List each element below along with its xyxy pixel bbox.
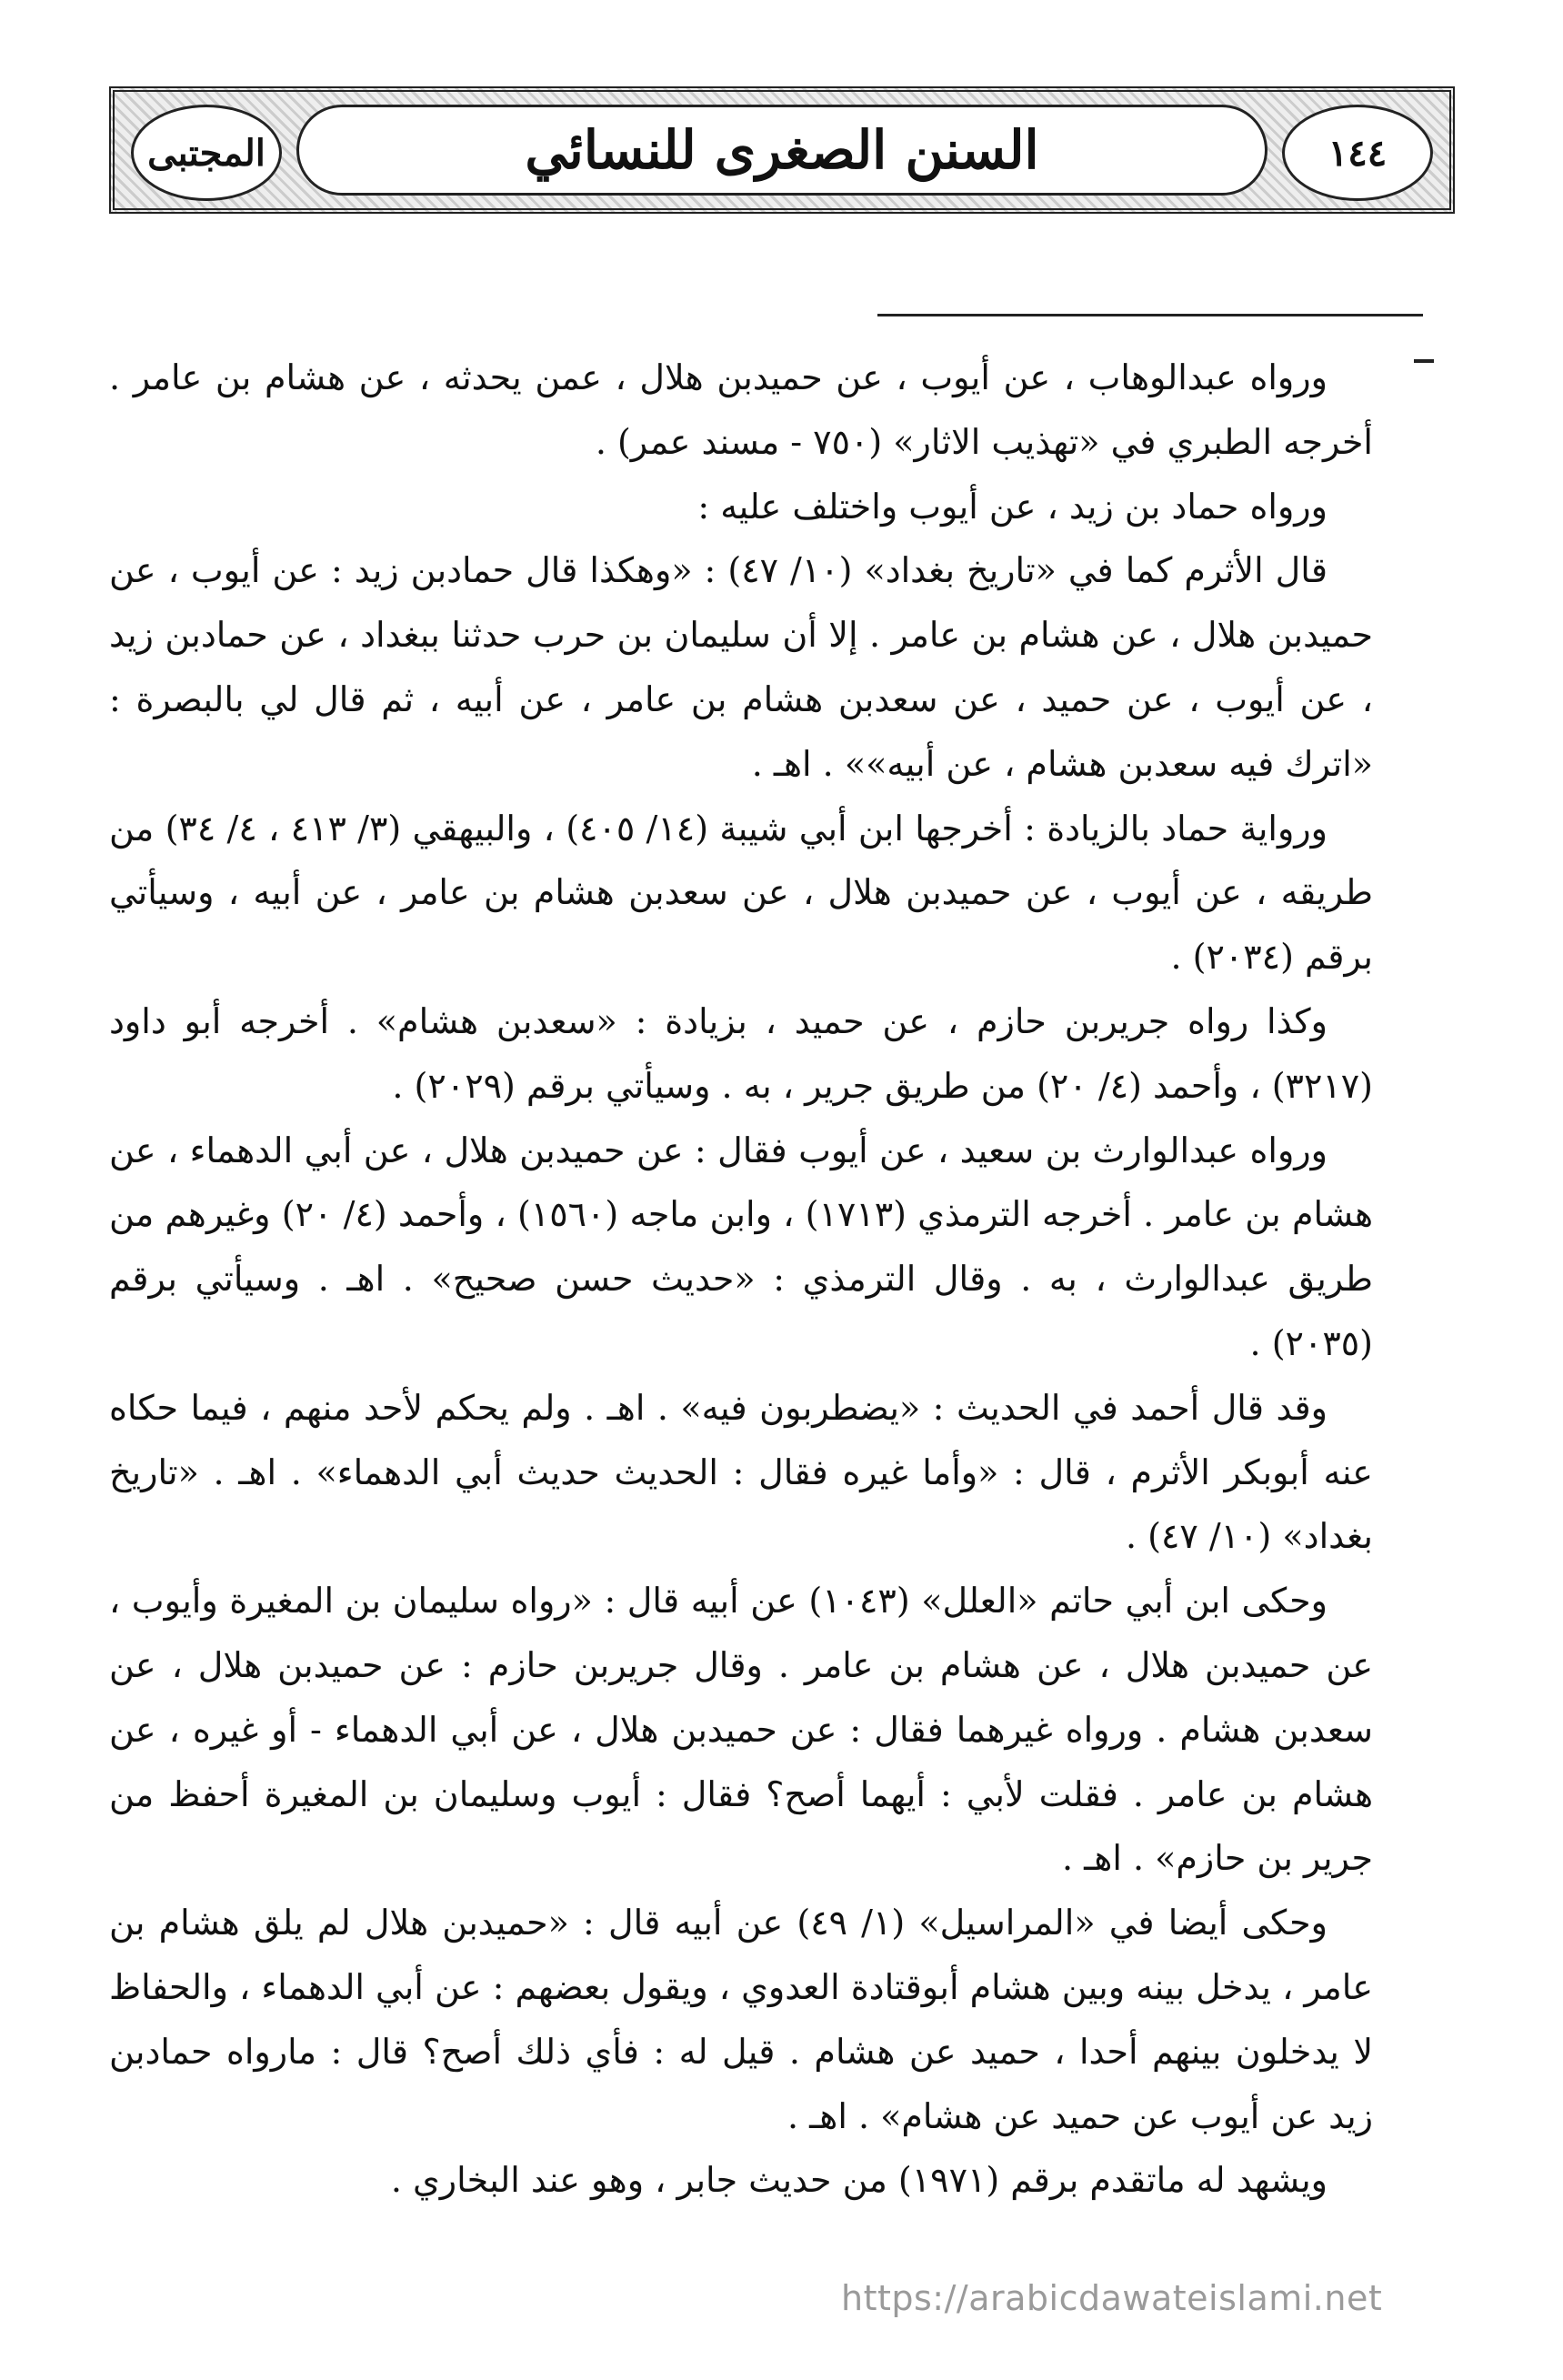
- page-number: ١٤٤: [1282, 105, 1433, 201]
- paragraph: ورواه عبدالوهاب ، عن أيوب ، عن حميدبن هلال ، عمن يحدثه ، عن هشام بن عامر . أخرجه الطبري في «تهذيب الاثار» (٧٥٠ - مسند عمر) .: [109, 357, 1373, 462]
- footnote-text: [109, 346, 1373, 2213]
- book-title: السنن الصغرى للنسائي: [525, 119, 1039, 181]
- page-header: [109, 86, 1455, 214]
- footnote-marker: [1414, 359, 1434, 363]
- paragraph: وحكى أيضا في «المراسيل» (١/ ٤٩) عن أبيه قال : «حميدبن هلال لم يلق هشام بن عامر ، يدخل بينه وبين هشام أبوقتادة العدوي ، ويقول بعضهم : عن أبي الدهماء ، والحفاظ لا يدخلون بينهم أحدا ، حميد عن هشام . قيل له : فأي ذلك أصح؟ قال : مارواه حمادبن زيد عن أيوب عن حميد عن هشام» . اهـ .: [109, 1903, 1373, 2136]
- footnote-separator: [877, 314, 1423, 316]
- watermark-url: https://arabicdawateislami.net: [841, 2278, 1383, 2318]
- paragraph: وحكى ابن أبي حاتم «العلل» (١٠٤٣) عن أبيه قال : «رواه سليمان بن المغيرة وأيوب ، عن حميدبن هلال ، عن هشام بن عامر . وقال جريربن حازم : عن حميدبن هلال ، عن سعدبن هشام . ورواه غيرهما فقال : عن حميدبن هلال ، عن أبي الدهماء - أو غيره ، عن هشام بن عامر . فقلت لأبي : أيهما أصح؟ فقال : أيوب وسليمان بن المغيرة أحفظ من جرير بن حازم» . اهـ .: [109, 1581, 1373, 1879]
- section-label: المجتبى: [131, 105, 282, 201]
- paragraph: ورواه عبدالوارث بن سعيد ، عن أيوب فقال : عن حميدبن هلال ، عن أبي الدهماء ، عن هشام بن عامر . أخرجه الترمذي (١٧١٣) ، وابن ماجه (١٥٦٠) ، وأحمد (٤/ ٢٠) وغيرهم من طريق عبدالوارث ، به . وقال الترمذي : «حديث حسن صحيح» . اهـ . وسيأتي برقم (٢٠٣٥) .: [109, 1130, 1374, 1363]
- paragraph: وقد قال أحمد في الحديث : «يضطربون فيه» . اهـ . ولم يحكم لأحد منهم ، فيما حكاه عنه أبوبكر الأثرم ، قال : «وأما غيره فقال : الحديث حديث أبي الدهماء» . اهـ . «تاريخ بغداد» (١٠/ ٤٧) .: [109, 1387, 1373, 1557]
- paragraph: ورواه حماد بن زيد ، عن أيوب واختلف عليه :: [697, 486, 1328, 527]
- header-title-frame: [296, 105, 1267, 196]
- paragraph: ويشهد له ماتقدم برقم (١٩٧١) من حديث جابر ، وهو عند البخاري .: [390, 2160, 1328, 2201]
- paragraph: وكذا رواه جريربن حازم ، عن حميد ، بزيادة : «سعدبن هشام» . أخرجه أبو داود (٣٢١٧) ، وأحمد (٤/ ٢٠) من طريق جرير ، به . وسيأتي برقم (٢٠٢٩) .: [109, 1000, 1373, 1106]
- paragraph: قال الأثرم كما في «تاريخ بغداد» (١٠/ ٤٧) : «وهكذا قال حمادبن زيد : عن أيوب ، عن حميدبن هلال ، عن هشام بن عامر . إلا أن سليمان بن حرب حدثنا ببغداد ، عن حمادبن زيد ، عن أيوب ، عن حميد ، عن سعدبن هشام بن عامر ، عن أبيه ، ثم قال لي بالبصرة : «اترك فيه سعدبن هشام ، عن أبيه»» . اهـ .: [109, 550, 1373, 784]
- paragraph: ورواية حماد بالزيادة : أخرجها ابن أبي شيبة (١٤/ ٤٠٥) ، والبيهقي (٣/ ٤١٣ ، ٤/ ٣٤) من طريقه ، عن أيوب ، عن حميدبن هلال ، عن سعدبن هشام بن عامر ، عن أبيه ، وسيأتي برقم (٢٠٣٤) .: [109, 808, 1373, 978]
